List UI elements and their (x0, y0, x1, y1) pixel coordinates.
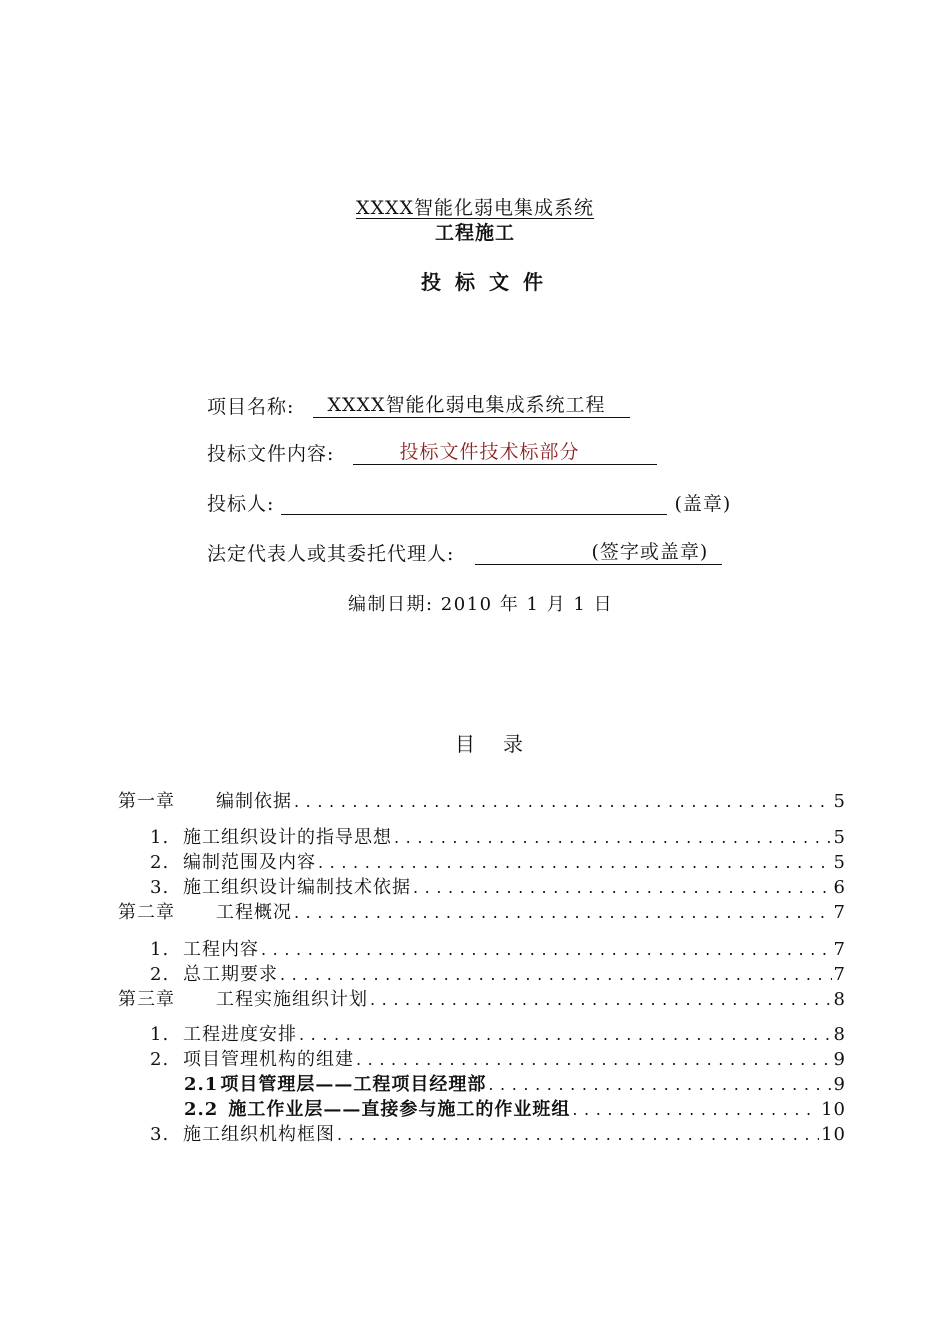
toc-leader-dots (299, 1023, 832, 1047)
toc-entry[interactable] (150, 1123, 846, 1147)
rep-suffix: (签字或盖章) (591, 541, 709, 563)
toc-entry-text (150, 826, 392, 850)
toc-entry-label: 工程概况 (216, 902, 292, 923)
toc-entry-text (150, 876, 411, 900)
rep-label: 法定代表人或其委托代理人: (207, 543, 455, 565)
toc-leader-dots (572, 1098, 819, 1122)
bidder-row (207, 490, 731, 518)
toc-entry-number: 第一章 (118, 791, 175, 812)
toc-entry-page: 5 (833, 852, 846, 873)
toc-entry[interactable] (150, 851, 846, 875)
cover-title-line1 (0, 193, 950, 220)
toc-entry[interactable] (150, 826, 846, 850)
toc-entry-page: 10 (821, 1099, 846, 1120)
toc-entry-label: 项目管理层——工程项目经理部 (220, 1074, 487, 1095)
toc-entry-page: 8 (833, 989, 846, 1010)
toc-leader-dots (370, 988, 832, 1012)
bidder-suffix: (盖章) (674, 493, 732, 515)
toc-entry-page: 7 (833, 902, 846, 923)
toc-entry[interactable] (184, 1098, 846, 1122)
toc-entry-number: 第三章 (118, 989, 175, 1010)
toc-entry-number: 1. (150, 1024, 170, 1045)
toc-leader-dots (261, 938, 832, 962)
bidder-blank (281, 490, 667, 515)
toc-title: 目录 (455, 732, 551, 756)
toc-entry-label: 施工组织机构框图 (183, 1124, 335, 1145)
toc-entry-page: 9 (833, 1074, 846, 1095)
toc-entry-number: 3. (150, 877, 170, 898)
toc-entry-label: 编制依据 (216, 791, 292, 812)
toc-entry-page: 7 (833, 964, 846, 985)
toc-entry-label: 施工组织设计的指导思想 (183, 827, 392, 848)
toc-entry-text (150, 1123, 335, 1147)
toc-entry-label: 总工期要求 (183, 964, 278, 985)
toc-leader-dots (280, 963, 832, 987)
cover-title-project: XXXX智能化弱电集成系统 (355, 197, 595, 219)
toc-entry-page: 10 (821, 1124, 846, 1145)
toc-entry-text (150, 851, 316, 875)
rep-blank (475, 540, 722, 565)
toc-leader-dots (318, 851, 832, 875)
toc-entry-page: 7 (833, 939, 846, 960)
toc-entry-text (184, 1073, 486, 1097)
toc-entry-number: 2. (150, 852, 170, 873)
toc-entry-page: 9 (833, 1049, 846, 1070)
toc-leader-dots (294, 790, 832, 814)
toc-entry-number: 3. (150, 1124, 170, 1145)
toc-leader-dots (356, 1048, 832, 1072)
toc-leader-dots (394, 826, 832, 850)
toc-leader-dots (337, 1123, 819, 1147)
toc-entry-text (118, 901, 292, 925)
toc-entry[interactable] (118, 790, 846, 814)
project-name-label: 项目名称: (207, 396, 295, 418)
toc-entry-label: 项目管理机构的组建 (183, 1049, 354, 1070)
toc-entry-number: 1. (150, 939, 170, 960)
cover-title-doc-type: 投标文件 (421, 270, 557, 294)
toc-entry-label: 施工组织设计编制技术依据 (183, 877, 411, 898)
toc-leader-dots (294, 901, 832, 925)
toc-entry[interactable] (150, 876, 846, 900)
toc-entry-number: 2. (150, 964, 170, 985)
toc-entry[interactable] (118, 901, 846, 925)
bidder-label: 投标人: (207, 493, 275, 515)
toc-entry-number: 2. (150, 1049, 170, 1070)
toc-entry-number: 2.1 (184, 1074, 219, 1095)
toc-entry-page: 6 (833, 877, 846, 898)
toc-entry-label: 编制范围及内容 (183, 852, 316, 873)
cover-title-line2: 工程施工 (434, 222, 515, 244)
toc-entry-label: 施工作业层——直接参与施工的作业班组 (228, 1099, 571, 1120)
toc-entry-text (150, 938, 259, 962)
content-label: 投标文件内容: (207, 443, 335, 465)
compile-date: 编制日期: 2010 年 1 月 1 日 (348, 594, 614, 615)
toc-entry-text (150, 963, 278, 987)
toc-entry-text (118, 790, 292, 814)
toc-entry-text (150, 1023, 297, 1047)
toc-entry-label: 工程进度安排 (183, 1024, 297, 1045)
toc-entry-number: 第二章 (118, 902, 175, 923)
project-name-row (207, 393, 630, 421)
toc-leader-dots (488, 1073, 831, 1097)
toc-entry-text (118, 988, 368, 1012)
toc-entry-label: 工程内容 (183, 939, 259, 960)
toc-entry-number: 2.2 (184, 1099, 219, 1120)
project-name-value: XXXX智能化弱电集成系统工程 (313, 393, 629, 418)
toc-entry[interactable] (150, 1048, 846, 1072)
toc-leader-dots (413, 876, 832, 900)
toc-entry[interactable] (184, 1073, 846, 1097)
rep-row (207, 540, 722, 568)
toc-entry-page: 5 (833, 827, 846, 848)
toc-entry-page: 5 (833, 791, 846, 812)
toc-entry-text (150, 1048, 354, 1072)
toc-entry[interactable] (150, 1023, 846, 1047)
toc-entry[interactable] (118, 988, 846, 1012)
toc-entry[interactable] (150, 963, 846, 987)
toc-entry-text (184, 1098, 570, 1122)
content-row (207, 440, 657, 468)
toc-entry-number: 1. (150, 827, 170, 848)
toc-entry-label: 工程实施组织计划 (216, 989, 368, 1010)
content-value: 投标文件技术标部分 (353, 440, 657, 465)
toc-entry[interactable] (150, 938, 846, 962)
toc-entry-page: 8 (833, 1024, 846, 1045)
